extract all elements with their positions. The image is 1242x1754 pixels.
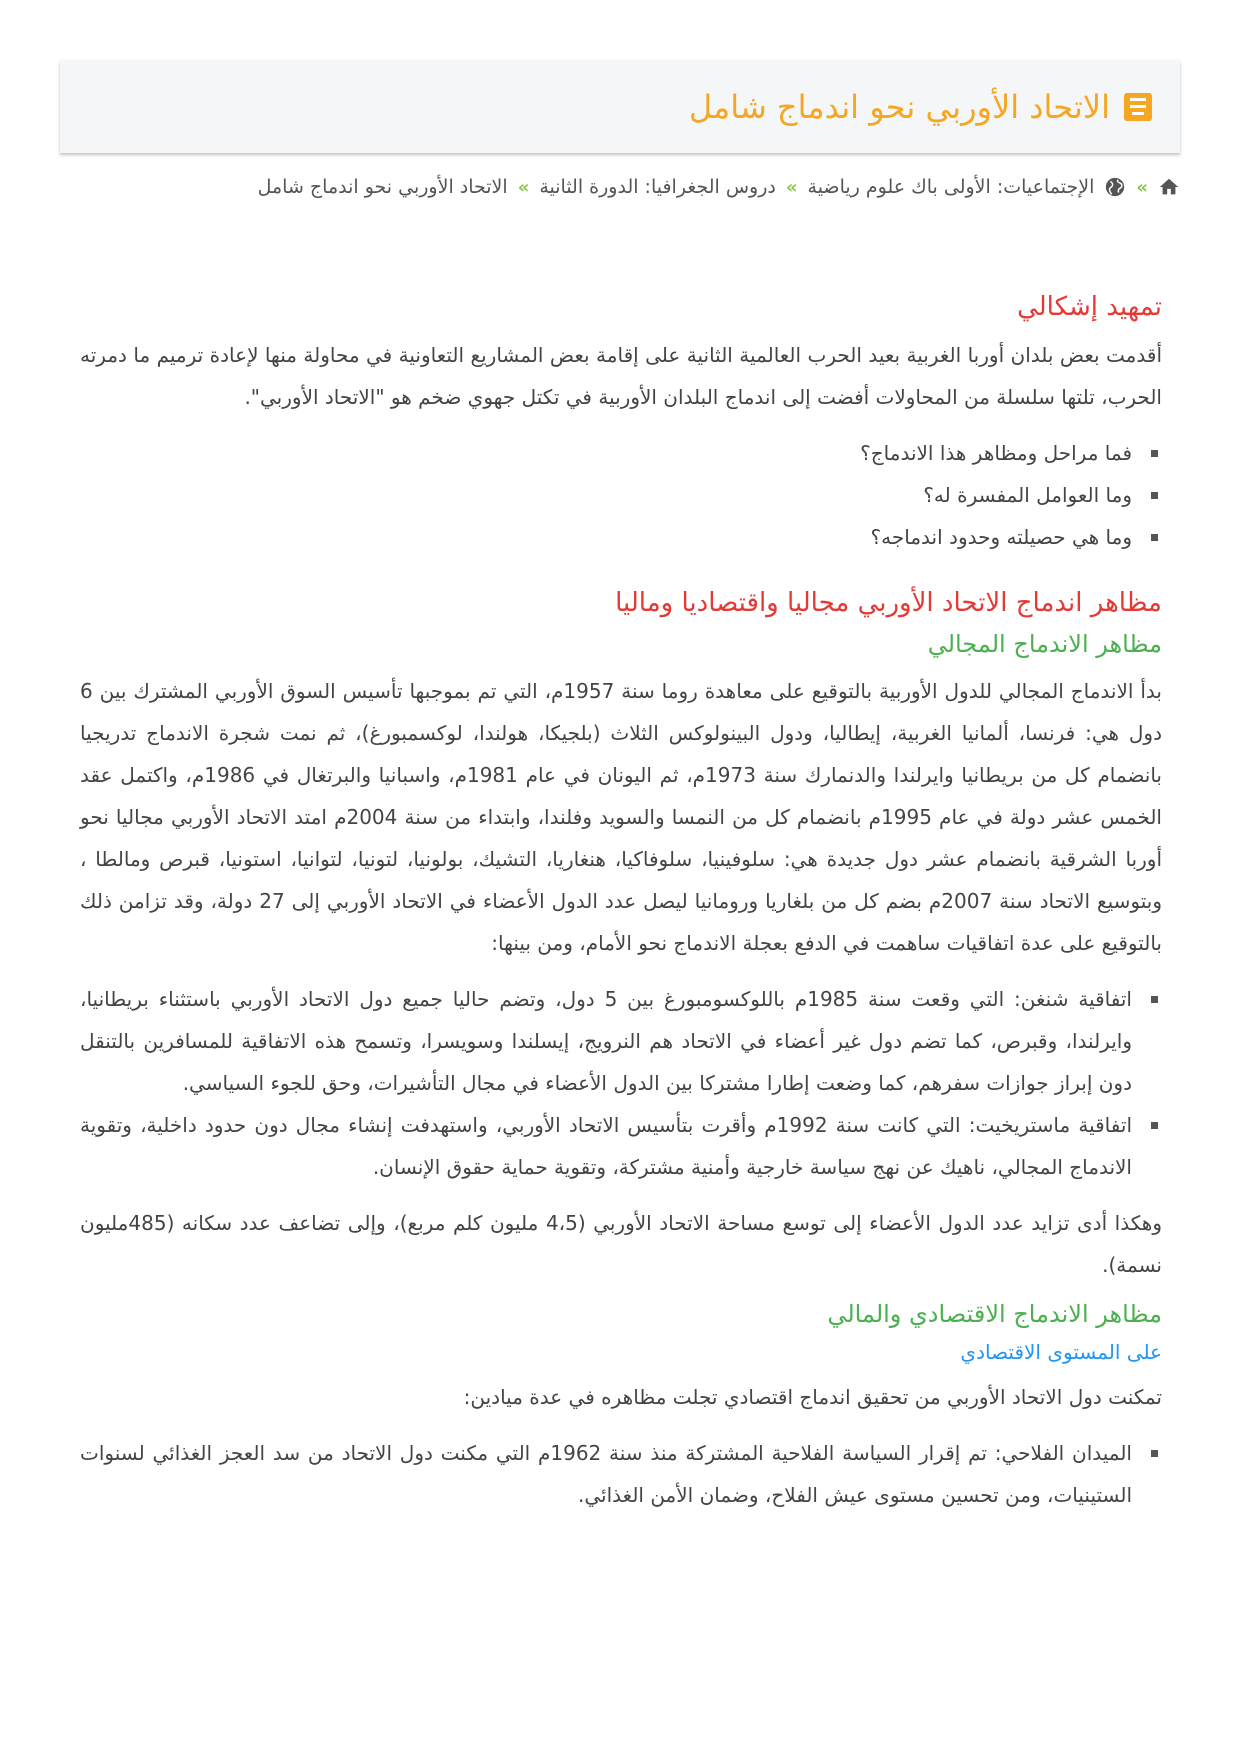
list-item: اتفاقية ماستريخيت: التي كانت سنة 1992م وأقرت بتأسيس الاتحاد الأوربي، واستهدفت إنشاء مجال دون حدود داخلية، وتقوية الاندماج المجالي، ناهيك عن نهج سياسة خارجية وأمنية مشتركة، وتقوية حماية حقوق الإنسان. [80, 1104, 1132, 1188]
intro-heading: تمهيد إشكالي [1017, 292, 1162, 322]
breadcrumb-separator: » [517, 176, 530, 198]
breadcrumb-item-current: الاتحاد الأوربي نحو اندماج شامل [257, 176, 508, 198]
spatial-paragraph: بدأ الاندماج المجالي للدول الأوربية بالتوقيع على معاهدة روما سنة 1957م، التي تم بموجبها تأسيس السوق الأوربي المشترك بين 6 دول هي: فرنسا، ألمانيا الغربية، إيطاليا، ودول البينولوكس الثلاث (بلجيكا، هولندا، لوكسمبورغ)، ثم نمت شجرة الاندماج تدريجيا بانضمام كل من بريطانيا وايرلندا والدنمارك سنة 1973م، ثم اليونان في عام 1981م، واسبانيا والبرتغال في 1986م، واكتمل عقد الخمس عشر دولة في عام 1995م بانضمام كل من النمسا والسويد وفلندا، وابتداء من سنة 2004م امتد الاتحاد الأوربي مجاليا نحو أوربا الشرقية بانضمام عشر دول جديدة هي: سلوفينيا، سلوفاكيا، هنغاريا، التشيك، بولونيا، لتونيا، لتوانيا، استونيا، قبرص ومالطا ، وبتوسيع الاتحاد سنة 2007م بضم كل من بلغاريا ورومانيا ليصل عدد الدول الأعضاء في الاتحاد الأوربي إلى 27 دولة، وقد تزامن ذلك بالتوقيع على عدة اتفاقيات ساهمت في الدفع بعجلة الاندماج نحو الأمام، ومن بينها: [80, 679, 1162, 955]
document-icon [1124, 93, 1152, 121]
section-heading: مظاهر اندماج الاتحاد الأوربي مجاليا واقتصاديا وماليا [615, 588, 1162, 618]
list-item: وما العوامل المفسرة له؟ [80, 474, 1132, 516]
breadcrumb-item-lessons[interactable]: دروس الجغرافيا: الدورة الثانية [539, 176, 776, 198]
home-icon[interactable] [1158, 176, 1180, 198]
title-bar [60, 60, 1180, 153]
page-title: الاتحاد الأوربي نحو اندماج شامل [688, 87, 1110, 126]
intro-paragraph: أقدمت بعض بلدان أوربا الغربية بعيد الحرب العالمية الثانية على إقامة بعض المشاريع التعاونية في محاولة منها لإعادة ترميم ما دمرته الحرب، تلتها سلسلة من المحاولات أفضت إلى اندماج البلدان الأوربية في تكتل جهوي ضخم هو "الاتحاد الأوربي". [80, 343, 1162, 409]
list-item: الميدان الفلاحي: تم إقرار السياسة الفلاحية المشتركة منذ سنة 1962م التي مكنت دول الاتحاد من سد العجز الغذائي لسنوات الستينيات، ومن تحسين مستوى عيش الفلاح، وضمان الأمن الغذائي. [80, 1432, 1132, 1516]
list-item: فما مراحل ومظاهر هذا الاندماج؟ [80, 432, 1132, 474]
agreements-list [80, 978, 1162, 1188]
article-content [80, 292, 1162, 1530]
list-item: اتفاقية شنغن: التي وقعت سنة 1985م باللوكسومبورغ بين 5 دول، وتضم حاليا جميع دول الاتحاد الأوربي باستثناء بريطانيا، وايرلندا، وقبرص، كما تضم دول غير أعضاء في الاتحاد هم النرويج، إيسلندا وسويسرا، وتسمح هذه الاتفاقية للمسافرين بالتنقل دون إبراز جوازات سفرهم، كما وضعت إطارا مشتركا بين الدول الأعضاء في مجال التأشيرات، وحق للجوء السياسي. [80, 978, 1132, 1104]
subsection-heading-economic: مظاهر الاندماج الاقتصادي والمالي [827, 1300, 1162, 1328]
breadcrumb-separator: » [1136, 176, 1148, 198]
subsection-heading-spatial: مظاهر الاندماج المجالي [927, 630, 1162, 658]
economic-list [80, 1432, 1162, 1516]
intro-questions [80, 432, 1162, 558]
breadcrumb-separator: » [785, 176, 798, 198]
globe-icon [1104, 176, 1126, 198]
list-item: وما هي حصيلته وحدود اندماجه؟ [80, 516, 1132, 558]
economic-level-heading: على المستوى الاقتصادي [960, 1340, 1162, 1364]
breadcrumb-item-subject[interactable]: الإجتماعيات: الأولى باك علوم رياضية [807, 176, 1095, 198]
economic-paragraph: تمكنت دول الاتحاد الأوربي من تحقيق اندماج اقتصادي تجلت مظاهره في عدة ميادين: [463, 1385, 1162, 1409]
spatial-closing: وهكذا أدى تزايد عدد الدول الأعضاء إلى توسع مساحة الاتحاد الأوربي (4،5 مليون كلم مربع)، وإلى تضاعف عدد سكانه (485مليون نسمة). [80, 1211, 1162, 1277]
breadcrumb [258, 176, 1180, 198]
